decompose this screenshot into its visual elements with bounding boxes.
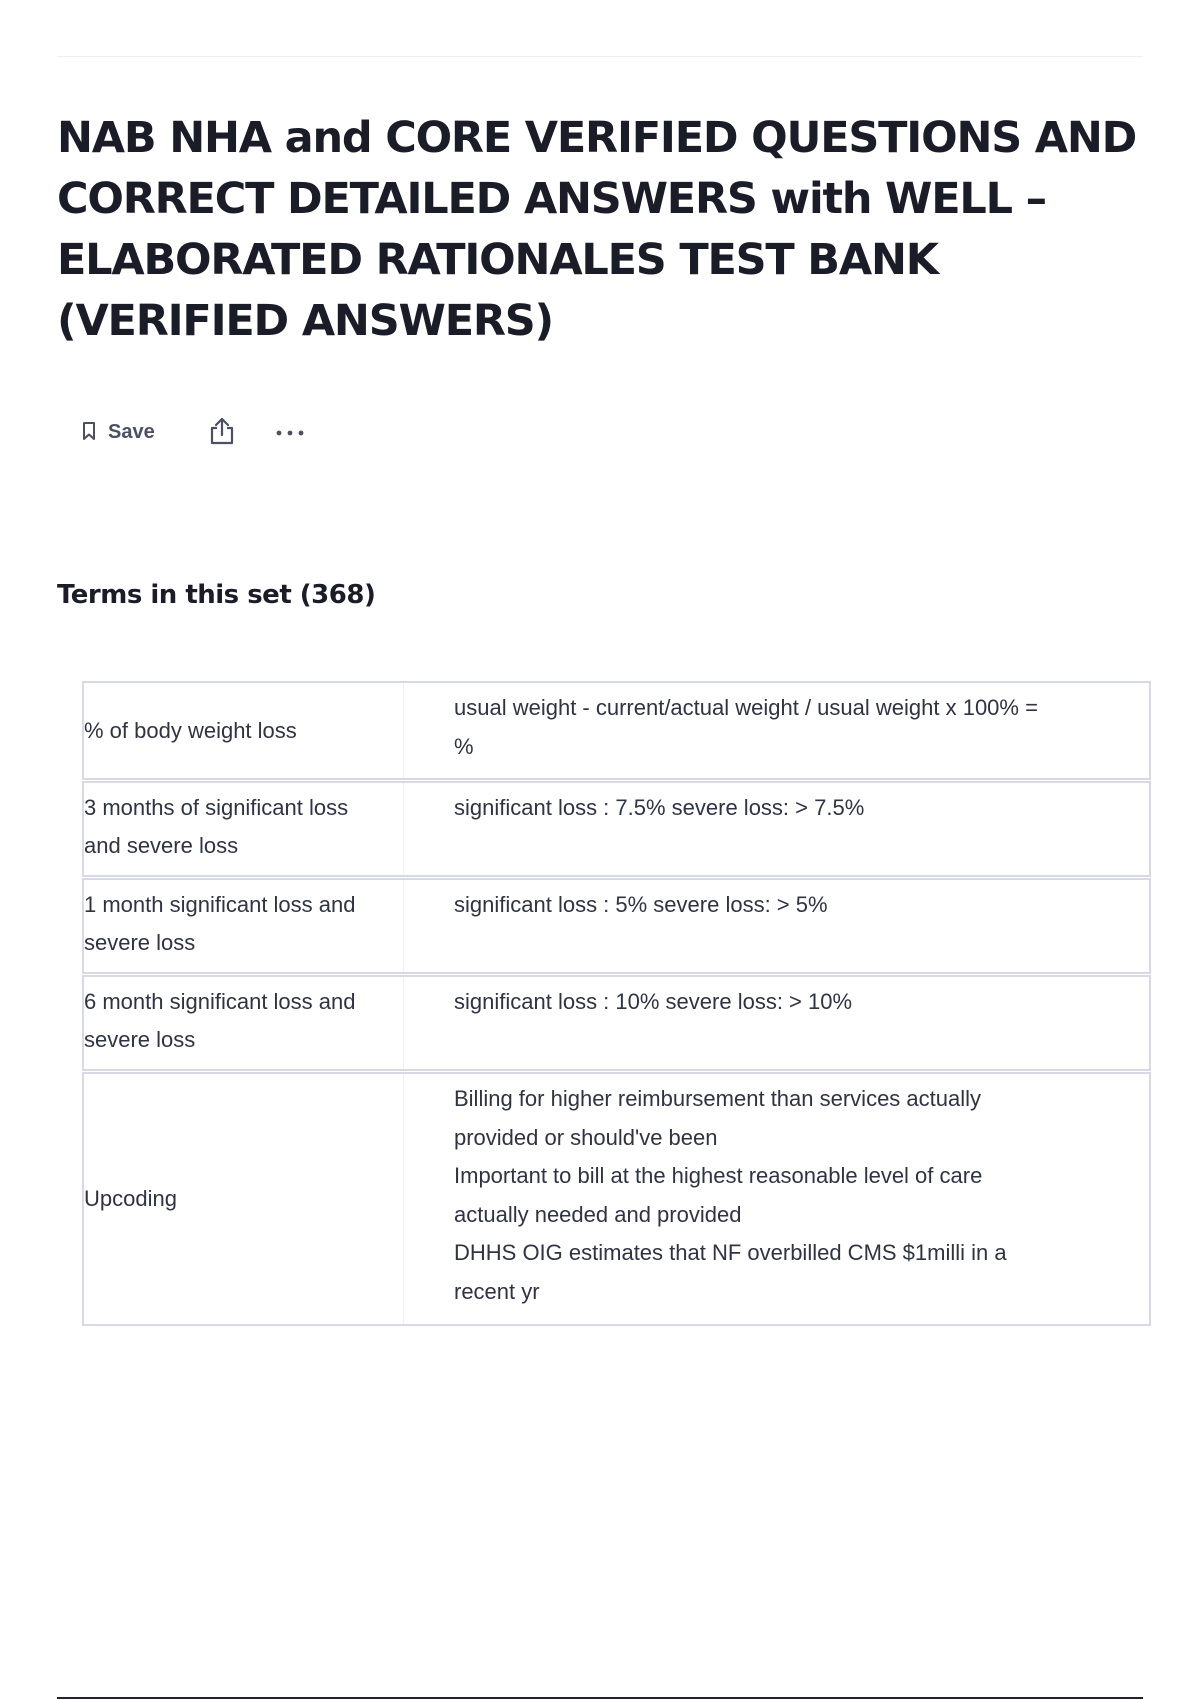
save-label: Save xyxy=(108,420,155,443)
bookmark-icon xyxy=(82,421,96,444)
term-cell xyxy=(84,783,404,875)
top-divider xyxy=(57,56,1143,57)
term-row[interactable] xyxy=(82,878,1151,974)
term-row[interactable] xyxy=(82,781,1151,877)
more-options-button[interactable] xyxy=(275,412,305,452)
definition-text: usual weight - current/actual weight / usual weight x 100% = % xyxy=(454,695,1038,759)
terms-heading: Terms in this set (368) xyxy=(57,580,376,610)
term-text: % of body weight loss xyxy=(84,717,297,743)
term-text: 6 month significant loss and severe loss xyxy=(84,989,356,1052)
definition-text: significant loss : 5% severe loss: > 5% xyxy=(454,892,828,917)
more-horizontal-icon xyxy=(275,425,305,440)
term-row[interactable] xyxy=(82,975,1151,1071)
term-cell xyxy=(84,977,404,1069)
term-cell xyxy=(84,1074,404,1324)
definition-text: significant loss : 7.5% severe loss: > 7.5% xyxy=(454,795,865,820)
bottom-divider xyxy=(57,1697,1143,1699)
terms-table xyxy=(82,681,1151,1327)
set-toolbar xyxy=(82,412,305,452)
save-button[interactable] xyxy=(82,412,155,452)
page-title: NAB NHA and CORE VERIFIED QUESTIONS AND CORRECT DETAILED ANSWERS with WELL – ELABORATED RATIONALES TEST BANK (VERIFIED ANSWERS) xyxy=(57,113,1137,346)
term-text: 1 month significant loss and severe loss xyxy=(84,892,356,955)
term-cell xyxy=(84,683,404,778)
term-row[interactable] xyxy=(82,681,1151,780)
definition-text: Billing for higher reimbursement than services actually provided or should've been Important to bill at the highest reasonable level of care actually needed and provided DHHS OIG estimates that NF overbilled CMS $1milli in a recent yr xyxy=(454,1086,1007,1304)
term-text: Upcoding xyxy=(84,1186,177,1211)
share-icon xyxy=(209,416,235,449)
share-button[interactable] xyxy=(209,412,235,452)
term-row[interactable] xyxy=(82,1072,1151,1326)
term-cell xyxy=(84,880,404,972)
definition-text: significant loss : 10% severe loss: > 10% xyxy=(454,989,853,1014)
term-text: 3 months of significant loss and severe loss xyxy=(84,795,349,858)
